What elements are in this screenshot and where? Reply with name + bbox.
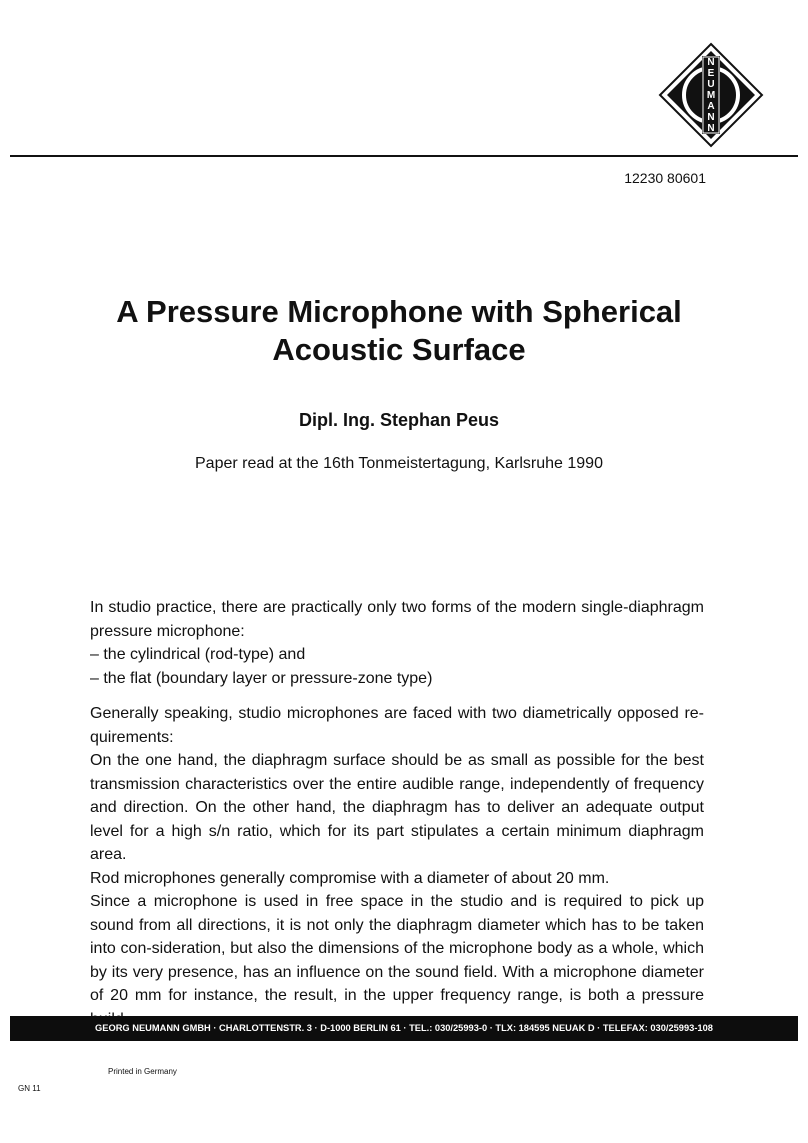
paragraph-3: On the one hand, the diaphragm surface should be as small as possible for the best transmission characteristics over the entire audible range, independently of frequency and direction. On the other hand, the diaphragm has to deliver an adequate output level for a high s/n ratio, which for its part stipulates a certain minimum diaphragm area. bbox=[90, 752, 704, 863]
paragraph-2: Generally speaking, studio microphones are faced with two diametrically opposed re-quirements: bbox=[90, 705, 704, 746]
svg-text:N: N bbox=[707, 57, 715, 68]
svg-text:E: E bbox=[707, 68, 715, 79]
neumann-logo bbox=[658, 42, 764, 148]
svg-text:M: M bbox=[706, 90, 716, 101]
paragraph-5: Since a microphone is used in free space in the studio and is required to pick up sound from all directions, it is not only the diaphragm diameter which has to be taken into con-sideration, but also the dimensions of the microphone body as a whole, which by its very presence, has an influence on the sound field. With a microphone diameter of 20 mm for instance, the result, in the upper frequency range, is both a pressure bbox=[90, 893, 704, 1004]
paper-venue: Paper read at the 16th Tonmeistertagung, Karlsruhe 1990 bbox=[195, 455, 603, 472]
svg-text:A: A bbox=[707, 101, 715, 112]
title-line-2: Acoustic Surface bbox=[272, 332, 526, 367]
list-item: – the flat (boundary layer or pressure-zone type) bbox=[90, 669, 433, 687]
header-rule bbox=[10, 155, 798, 157]
svg-text:U: U bbox=[707, 79, 715, 90]
svg-text:N: N bbox=[707, 112, 715, 123]
svg-text:N: N bbox=[707, 123, 715, 134]
author-name: Dipl. Ing. Stephan Peus bbox=[298, 410, 500, 430]
list-item: – the cylindrical (rod-type) and bbox=[90, 646, 306, 663]
printed-note: Printed in Germany bbox=[108, 1067, 177, 1076]
paragraph-4: Rod microphones generally compromise with a diameter of about 20 mm. bbox=[90, 869, 610, 887]
document-number: 12230 80601 bbox=[624, 170, 706, 186]
document-code: GN 11 bbox=[18, 1084, 41, 1093]
title-line-1: A Pressure Microphone with Spherical bbox=[116, 294, 682, 329]
footer-address-bar: GEORG NEUMANN GMBH · CHARLOTTENSTR. 3 · D-1000 BERLIN 61 · TEL.: 030/25993-0 · TLX: 184595 NEUAK D · TELEFAX: 030/25993-108 bbox=[10, 1016, 798, 1041]
body-text bbox=[90, 596, 704, 1031]
paragraph-1: In studio practice, there are practically only two forms of the modern single-diaphragm pressure microphone: bbox=[90, 599, 704, 640]
paper-title bbox=[0, 293, 798, 369]
paragraph-1-list bbox=[90, 643, 704, 690]
